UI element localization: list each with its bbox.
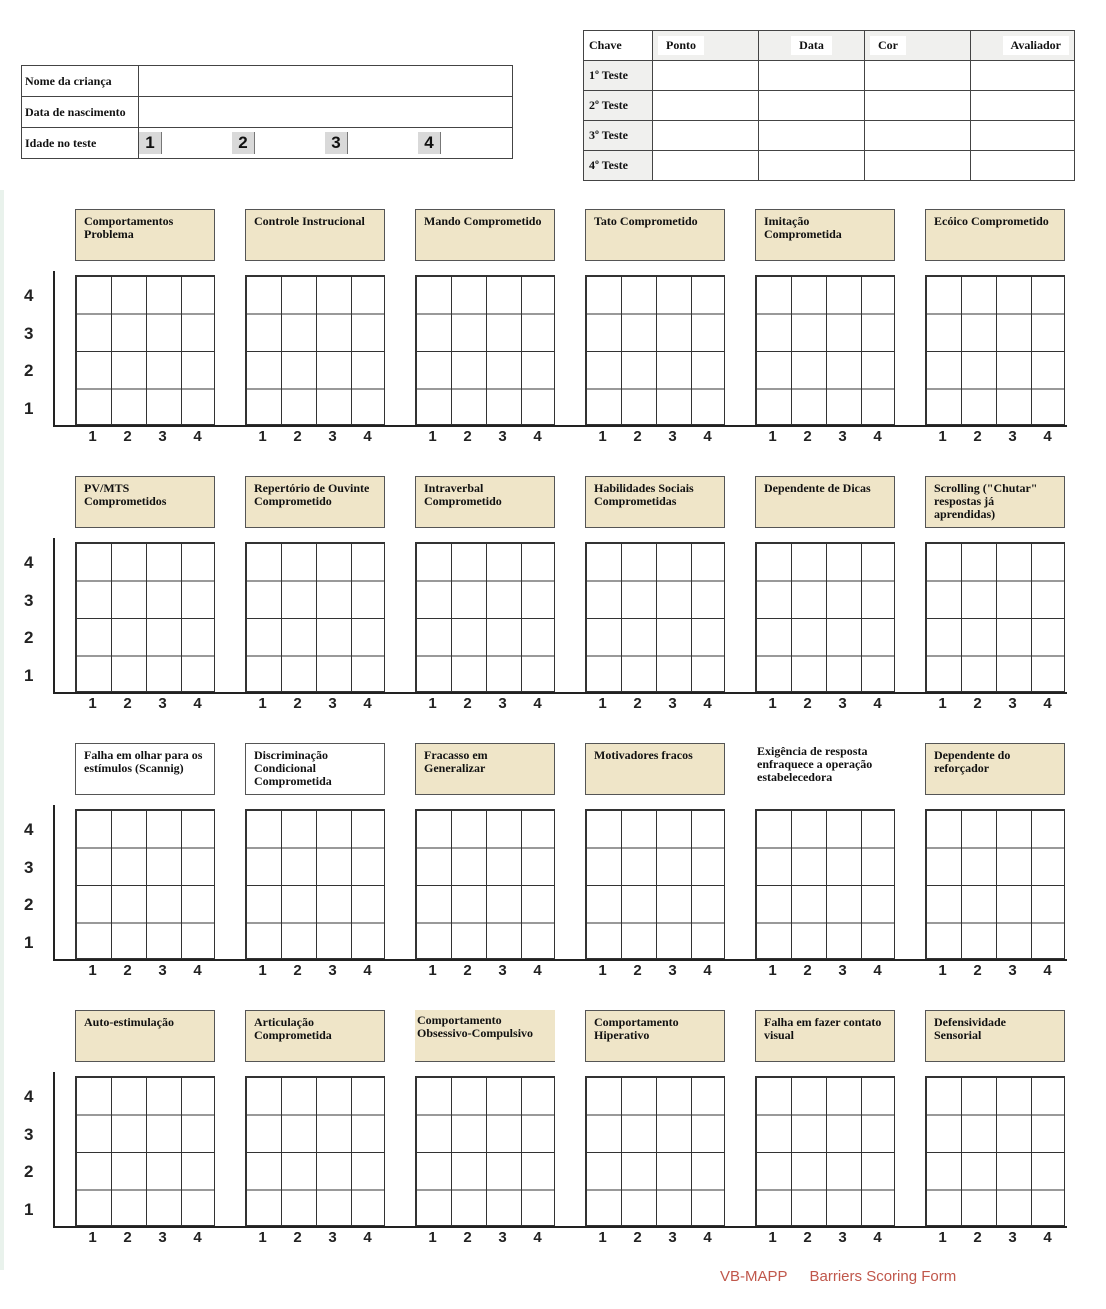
x-tick-label: 4	[363, 428, 372, 445]
y-tick-label: 2	[24, 361, 34, 380]
barrier-label: PV/MTS Comprometidos	[75, 476, 215, 528]
x-tick-label: 1	[768, 962, 777, 979]
x-axis-labels	[245, 962, 385, 979]
barrier-score-grid[interactable]	[245, 275, 385, 425]
key-cell[interactable]	[971, 151, 1075, 181]
x-tick-label: 3	[668, 695, 677, 712]
barrier-score-grid[interactable]	[925, 542, 1065, 692]
x-tick-label: 1	[938, 962, 947, 979]
barrier-label: Ecóico Comprometido	[925, 209, 1065, 261]
barrier-label: Fracasso em Generalizar	[415, 743, 555, 795]
footer-brand: VB-MAPP	[720, 1268, 788, 1285]
x-tick-label: 3	[838, 428, 847, 445]
x-tick-label: 4	[533, 1229, 542, 1246]
y-tick-label: 3	[24, 590, 34, 610]
x-tick-label: 2	[123, 962, 132, 979]
x-tick-label: 4	[1043, 962, 1052, 979]
form-footer	[720, 1268, 978, 1285]
barrier-label: Articulação Comprometida	[245, 1010, 385, 1062]
x-tick-label: 2	[463, 962, 472, 979]
y-tick-label: 4	[24, 286, 34, 305]
x-tick-label: 2	[803, 695, 812, 712]
x-tick-label: 2	[633, 428, 642, 445]
x-tick-label: 1	[598, 1229, 607, 1246]
x-tick-label: 2	[803, 428, 812, 445]
barrier-score-grid[interactable]	[585, 809, 725, 959]
x-axis-labels	[585, 962, 725, 979]
birth-date-field[interactable]	[139, 97, 513, 128]
key-row-test-4: 4º Teste	[584, 151, 653, 181]
barrier-score-grid[interactable]	[755, 809, 895, 959]
barrier-score-grid[interactable]	[245, 1076, 385, 1226]
x-tick-label: 3	[668, 1229, 677, 1246]
key-cell[interactable]	[653, 91, 759, 121]
key-cell[interactable]	[865, 61, 971, 91]
y-tick-label: 4	[24, 1087, 34, 1106]
age-box-3: 3	[325, 132, 348, 154]
key-header-data: Data	[791, 36, 832, 55]
x-tick-label: 1	[428, 428, 437, 445]
key-cell[interactable]	[971, 91, 1075, 121]
age-box-2: 2	[232, 132, 255, 154]
x-tick-label: 3	[328, 962, 337, 979]
y-axis-line	[53, 1072, 55, 1228]
x-tick-label: 4	[703, 695, 712, 712]
x-tick-label: 1	[768, 1229, 777, 1246]
x-tick-label: 2	[123, 428, 132, 445]
y-tick-label: 3	[24, 1124, 34, 1144]
barrier-score-grid[interactable]	[75, 275, 215, 425]
barrier-label: Auto-estimulação	[75, 1010, 215, 1062]
x-axis-labels	[585, 695, 725, 712]
barrier-score-grid[interactable]	[245, 809, 385, 959]
age-box-4: 4	[418, 132, 441, 154]
left-margin-accent	[0, 190, 4, 1270]
x-tick-label: 3	[158, 962, 167, 979]
x-tick-label: 2	[123, 695, 132, 712]
x-tick-label: 1	[88, 962, 97, 979]
x-tick-label: 3	[498, 695, 507, 712]
barrier-label: Tato Comprometido	[585, 209, 725, 261]
barrier-label: Dependente de Dicas	[755, 476, 895, 528]
barrier-label: Comportamento Hiperativo	[585, 1010, 725, 1062]
x-tick-label: 4	[703, 1229, 712, 1246]
y-tick-label: 1	[24, 1199, 34, 1219]
x-axis-labels	[245, 695, 385, 712]
x-tick-label: 4	[193, 1229, 202, 1246]
x-tick-label: 3	[838, 962, 847, 979]
barrier-label: Defensividade Sensorial	[925, 1010, 1065, 1062]
key-cell[interactable]	[759, 61, 865, 91]
child-name-label: Nome da criança	[22, 66, 139, 97]
x-tick-label: 3	[1008, 962, 1017, 979]
x-axis-labels	[585, 1229, 725, 1246]
barrier-score-grid[interactable]	[755, 542, 895, 692]
key-row-test-3: 3º Teste	[584, 121, 653, 151]
key-table	[583, 30, 1075, 181]
barrier-score-grid[interactable]	[415, 1076, 555, 1226]
x-tick-label: 4	[193, 695, 202, 712]
y-axis-line	[53, 271, 55, 427]
x-axis-labels	[755, 1229, 895, 1246]
x-tick-label: 2	[293, 1229, 302, 1246]
birth-date-label: Data de nascimento	[22, 97, 139, 128]
x-tick-label: 4	[1043, 428, 1052, 445]
x-tick-label: 3	[838, 1229, 847, 1246]
x-tick-label: 1	[428, 962, 437, 979]
barrier-score-grid[interactable]	[755, 1076, 895, 1226]
x-axis-line	[53, 959, 1067, 961]
x-tick-label: 3	[498, 428, 507, 445]
x-tick-label: 3	[1008, 695, 1017, 712]
x-tick-label: 3	[158, 1229, 167, 1246]
x-tick-label: 1	[428, 1229, 437, 1246]
barrier-label: Discriminação Condicional Comprometida	[245, 743, 385, 795]
x-axis-labels	[75, 962, 215, 979]
x-tick-label: 3	[1008, 1229, 1017, 1246]
y-tick-label: 1	[24, 932, 34, 952]
key-cell[interactable]	[971, 121, 1075, 151]
x-tick-label: 2	[973, 962, 982, 979]
x-tick-label: 1	[598, 962, 607, 979]
x-axis-labels	[925, 695, 1065, 712]
x-tick-label: 4	[873, 1229, 882, 1246]
x-tick-label: 3	[838, 695, 847, 712]
x-tick-label: 3	[1008, 428, 1017, 445]
child-name-field[interactable]	[139, 66, 513, 97]
barrier-score-grid[interactable]	[415, 275, 555, 425]
key-cell[interactable]	[865, 91, 971, 121]
key-cell[interactable]	[971, 61, 1075, 91]
y-tick-label: 2	[24, 895, 34, 914]
barrier-score-grid[interactable]	[585, 275, 725, 425]
x-axis-labels	[925, 428, 1065, 445]
x-tick-label: 4	[1043, 695, 1052, 712]
barrier-score-grid[interactable]	[585, 1076, 725, 1226]
x-axis-labels	[75, 1229, 215, 1246]
x-tick-label: 2	[633, 962, 642, 979]
x-tick-label: 2	[803, 962, 812, 979]
x-tick-label: 3	[328, 695, 337, 712]
x-axis-labels	[755, 695, 895, 712]
x-tick-label: 4	[363, 962, 372, 979]
barrier-label: Comportamento Obsessivo-Compulsivo	[415, 1010, 555, 1062]
barrier-score-grid[interactable]	[585, 542, 725, 692]
barrier-label: Imitação Comprometida	[755, 209, 895, 261]
x-tick-label: 2	[633, 695, 642, 712]
barrier-score-grid[interactable]	[925, 275, 1065, 425]
x-tick-label: 1	[258, 1229, 267, 1246]
x-tick-label: 4	[533, 428, 542, 445]
y-tick-label: 4	[24, 553, 34, 572]
barrier-label: Falha em olhar para os estímulos (Scannig)	[75, 743, 215, 795]
barrier-score-grid[interactable]	[415, 809, 555, 959]
x-tick-label: 3	[668, 428, 677, 445]
x-axis-labels	[415, 1229, 555, 1246]
key-row-test-1: 1º Teste	[584, 61, 653, 91]
x-tick-label: 4	[363, 695, 372, 712]
x-tick-label: 1	[88, 428, 97, 445]
x-tick-label: 2	[293, 695, 302, 712]
x-tick-label: 4	[533, 962, 542, 979]
x-tick-label: 4	[533, 695, 542, 712]
key-cell[interactable]	[865, 121, 971, 151]
x-axis-labels	[755, 962, 895, 979]
x-tick-label: 4	[1043, 1229, 1052, 1246]
x-axis-labels	[75, 695, 215, 712]
x-tick-label: 3	[668, 962, 677, 979]
x-tick-label: 2	[973, 695, 982, 712]
x-tick-label: 1	[938, 695, 947, 712]
age-box-1: 1	[139, 132, 162, 154]
barrier-label: Exigência de resposta enfraquece a operação estabelecedora	[757, 744, 873, 784]
x-tick-label: 3	[158, 695, 167, 712]
x-axis-labels	[245, 1229, 385, 1246]
x-axis-labels	[415, 428, 555, 445]
x-tick-label: 1	[88, 1229, 97, 1246]
x-tick-label: 1	[258, 695, 267, 712]
x-axis-labels	[245, 428, 385, 445]
x-tick-label: 1	[258, 962, 267, 979]
x-tick-label: 2	[463, 695, 472, 712]
key-cell[interactable]	[759, 151, 865, 181]
barrier-label: Habilidades Sociais Comprometidas	[585, 476, 725, 528]
x-axis-labels	[75, 428, 215, 445]
x-tick-label: 2	[973, 428, 982, 445]
x-tick-label: 2	[463, 1229, 472, 1246]
y-tick-label: 2	[24, 1162, 34, 1181]
y-tick-label: 4	[24, 820, 34, 839]
x-tick-label: 3	[158, 428, 167, 445]
key-header-cor: Cor	[870, 36, 906, 55]
barrier-label: Falha em fazer contato visual	[755, 1010, 895, 1062]
x-axis-labels	[925, 1229, 1065, 1246]
footer-title: Barriers Scoring Form	[809, 1268, 957, 1285]
x-tick-label: 3	[498, 962, 507, 979]
x-tick-label: 4	[363, 1229, 372, 1246]
x-axis-line	[53, 692, 1067, 694]
barrier-label: Motivadores fracos	[585, 743, 725, 795]
x-tick-label: 1	[598, 695, 607, 712]
x-tick-label: 1	[768, 428, 777, 445]
x-tick-label: 1	[938, 1229, 947, 1246]
x-axis-labels	[415, 962, 555, 979]
x-tick-label: 1	[428, 695, 437, 712]
x-tick-label: 1	[88, 695, 97, 712]
key-cell[interactable]	[865, 151, 971, 181]
x-tick-label: 4	[703, 962, 712, 979]
y-tick-label: 2	[24, 628, 34, 647]
barrier-score-grid[interactable]	[75, 1076, 215, 1226]
x-tick-label: 2	[293, 428, 302, 445]
barrier-label: Repertório de Ouvinte Comprometido	[245, 476, 385, 528]
barrier-label: Controle Instrucional	[245, 209, 385, 261]
y-tick-label: 3	[24, 323, 34, 343]
x-tick-label: 4	[873, 962, 882, 979]
barrier-score-grid[interactable]	[415, 542, 555, 692]
key-cell[interactable]	[653, 121, 759, 151]
x-axis-line	[53, 1226, 1067, 1228]
key-row-test-2: 2º Teste	[584, 91, 653, 121]
x-axis-line	[53, 425, 1067, 427]
barrier-score-grid[interactable]	[75, 542, 215, 692]
barrier-label: Mando Comprometido	[415, 209, 555, 261]
x-tick-label: 2	[123, 1229, 132, 1246]
key-cell[interactable]	[653, 61, 759, 91]
test-age-label: Idade no teste	[22, 128, 139, 159]
key-header-chave: Chave	[584, 31, 653, 61]
x-tick-label: 2	[973, 1229, 982, 1246]
y-tick-label: 3	[24, 857, 34, 877]
x-tick-label: 1	[258, 428, 267, 445]
barrier-label: Scrolling ("Chutar" respostas já aprendidas)	[925, 476, 1065, 528]
y-axis-line	[53, 538, 55, 694]
x-axis-labels	[585, 428, 725, 445]
x-tick-label: 1	[768, 695, 777, 712]
x-tick-label: 3	[328, 1229, 337, 1246]
y-tick-label: 1	[24, 665, 34, 685]
x-tick-label: 1	[938, 428, 947, 445]
barrier-score-grid[interactable]	[75, 809, 215, 959]
x-tick-label: 4	[873, 428, 882, 445]
x-tick-label: 1	[598, 428, 607, 445]
barrier-label: Comportamentos Problema	[75, 209, 215, 261]
key-cell[interactable]	[653, 151, 759, 181]
key-cell[interactable]	[759, 121, 865, 151]
y-axis-line	[53, 805, 55, 961]
test-age-field[interactable]	[139, 128, 513, 159]
x-tick-label: 2	[293, 962, 302, 979]
key-cell[interactable]	[759, 91, 865, 121]
barrier-label: Intraverbal Comprometido	[415, 476, 555, 528]
y-tick-label: 1	[24, 398, 34, 418]
x-axis-labels	[925, 962, 1065, 979]
x-tick-label: 2	[463, 428, 472, 445]
x-tick-label: 4	[873, 695, 882, 712]
x-tick-label: 4	[703, 428, 712, 445]
barrier-score-grid[interactable]	[245, 542, 385, 692]
barrier-score-grid[interactable]	[925, 1076, 1065, 1226]
x-tick-label: 3	[498, 1229, 507, 1246]
x-tick-label: 3	[328, 428, 337, 445]
key-header-avaliador: Avaliador	[1003, 36, 1069, 55]
x-tick-label: 4	[193, 962, 202, 979]
barrier-label: Dependente do reforçador	[925, 743, 1065, 795]
x-tick-label: 4	[193, 428, 202, 445]
x-tick-label: 2	[803, 1229, 812, 1246]
x-axis-labels	[415, 695, 555, 712]
barrier-score-grid[interactable]	[925, 809, 1065, 959]
child-info-table	[21, 65, 513, 159]
key-header-ponto: Ponto	[658, 36, 704, 55]
barrier-score-grid[interactable]	[755, 275, 895, 425]
x-axis-labels	[755, 428, 895, 445]
x-tick-label: 2	[633, 1229, 642, 1246]
